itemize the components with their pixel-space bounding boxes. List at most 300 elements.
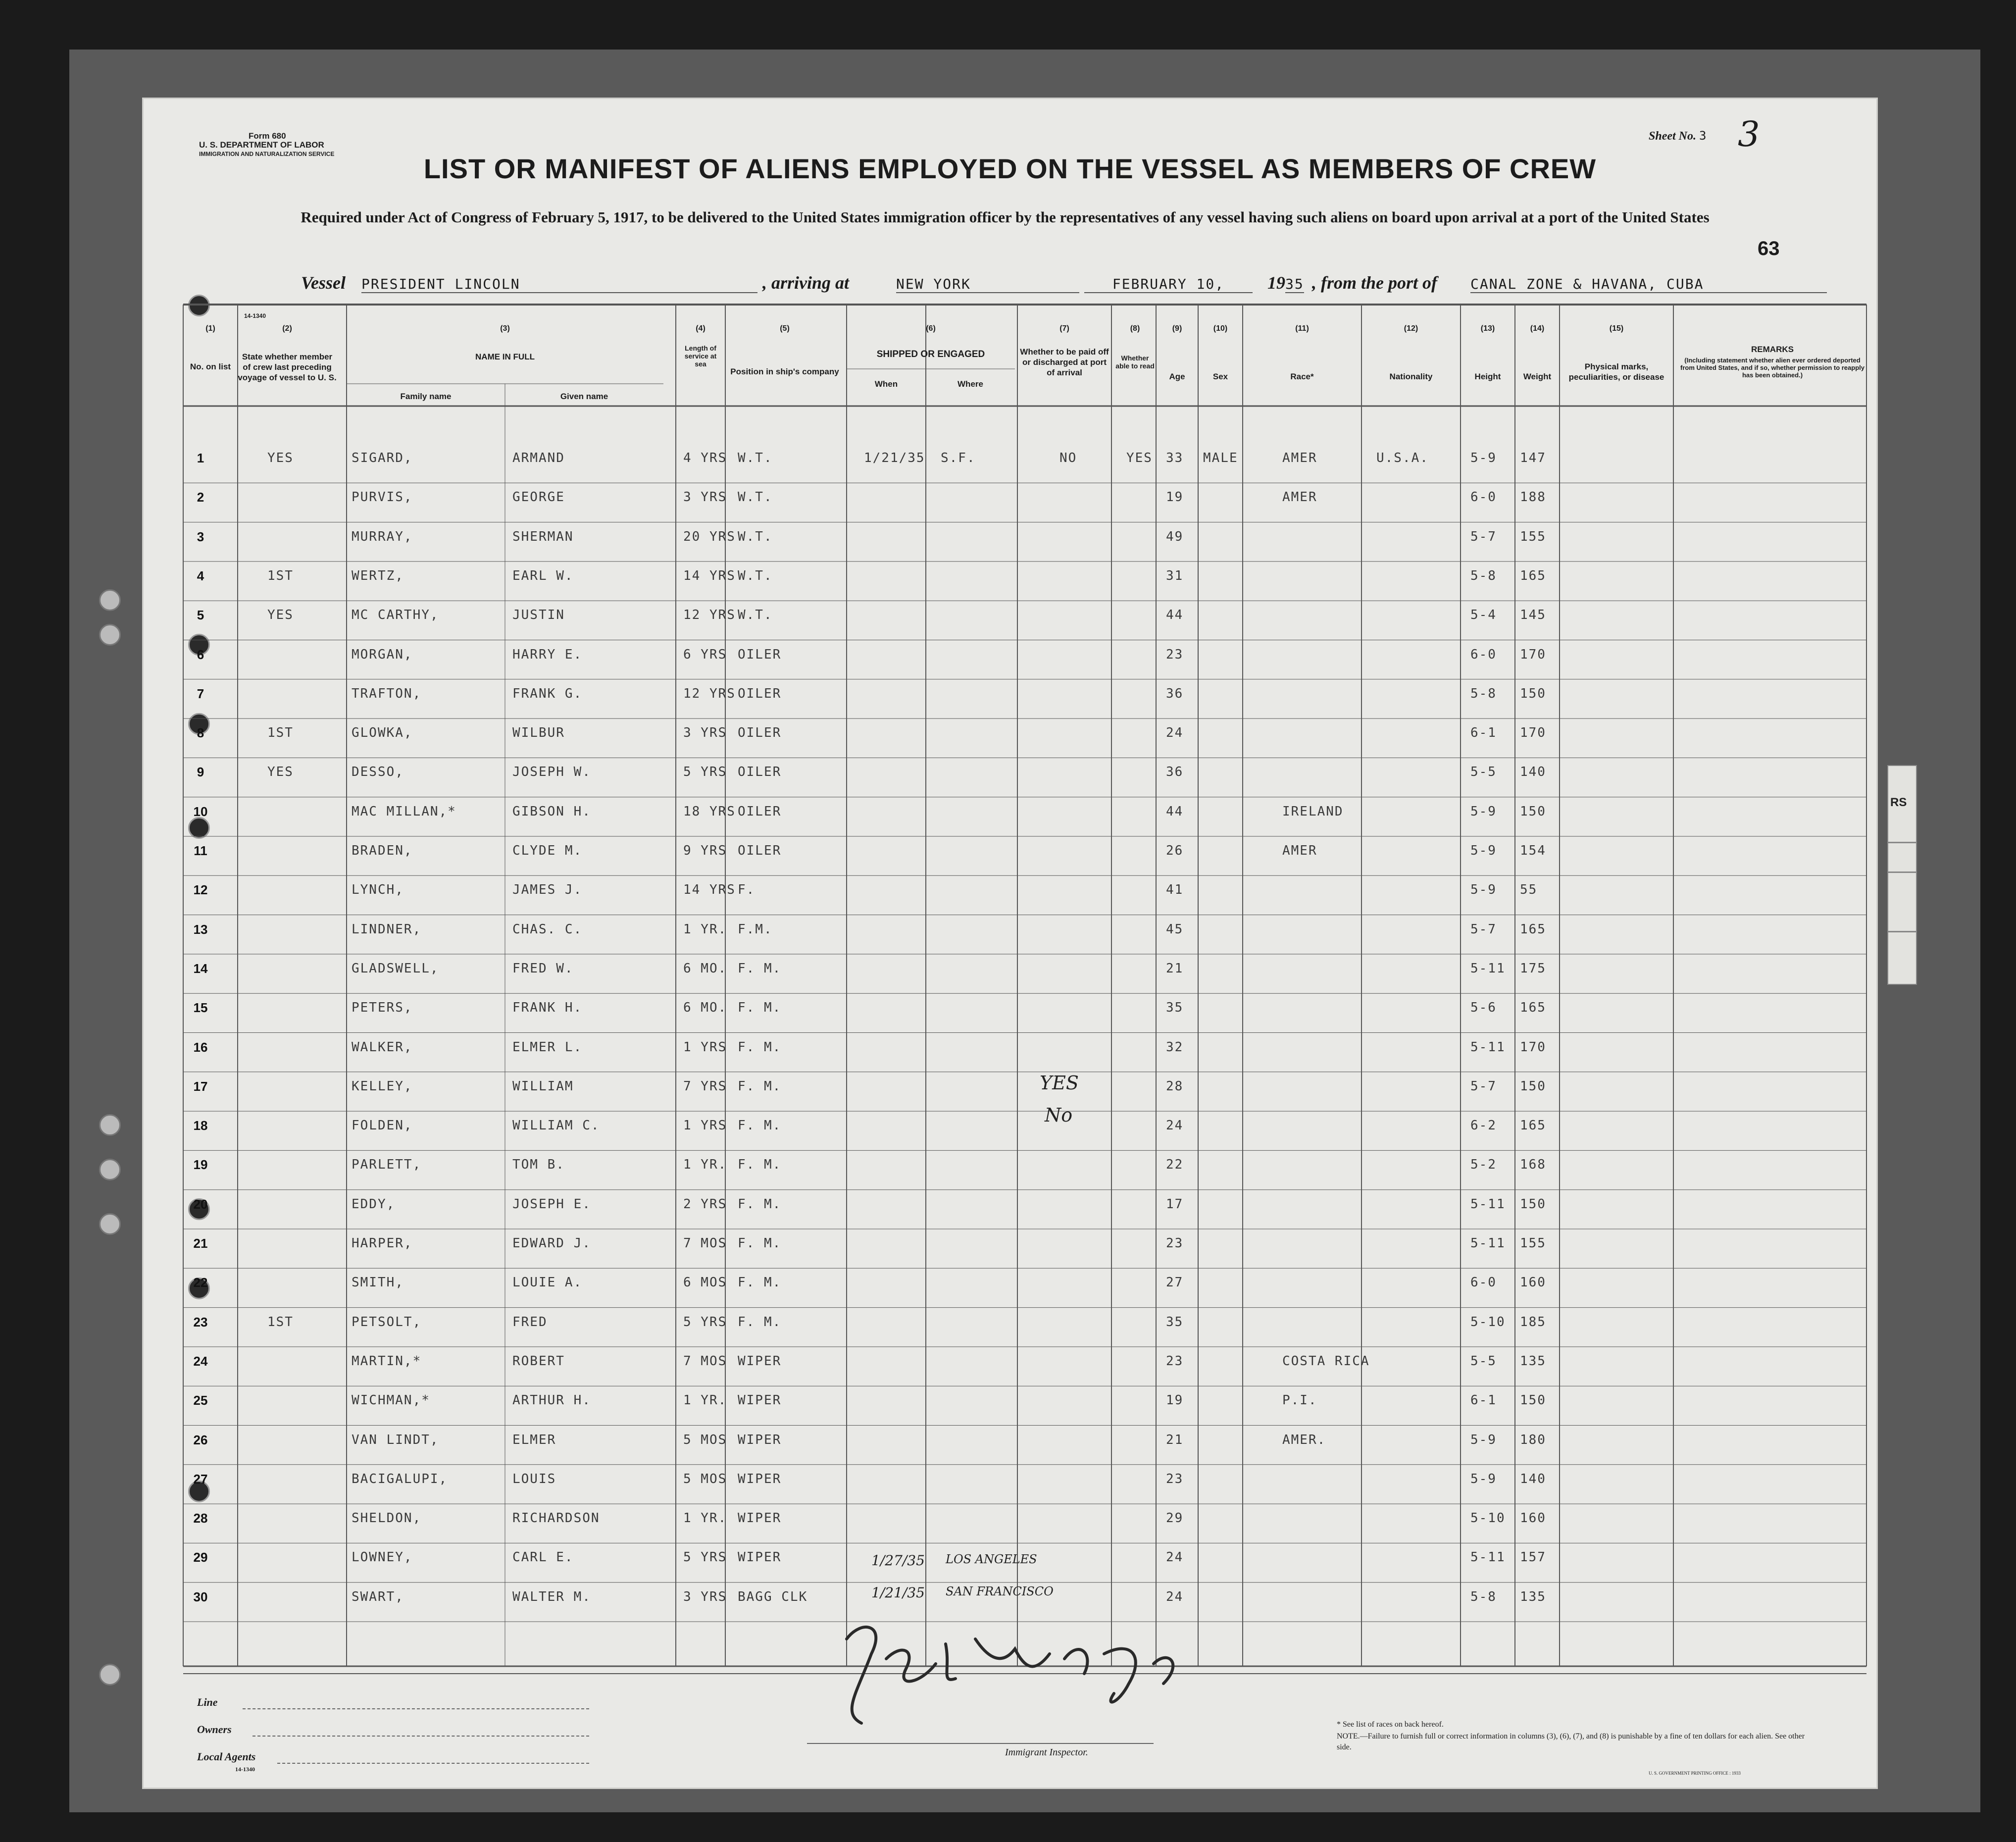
header-height: Height [1474, 372, 1501, 381]
height-cell: 5-6 [1470, 1000, 1497, 1016]
weight-cell: 140 [1520, 765, 1546, 780]
race-cell: P.I. [1282, 1393, 1317, 1408]
header-sex: Sex [1212, 372, 1228, 381]
row-number: 14 [193, 961, 208, 976]
row-number: 10 [193, 804, 208, 819]
row-number: 9 [197, 765, 204, 780]
age-cell: 41 [1166, 882, 1184, 898]
position-cell: BAGG CLK [738, 1589, 808, 1604]
family-name-cell: MARTIN,* [352, 1353, 422, 1369]
sheet-number-handwritten: 3 [1738, 114, 1760, 154]
previous-voyage-cell: 1ST [267, 725, 294, 741]
given-name-cell: JUSTIN [512, 608, 565, 623]
service-length-cell: 4 YRS [683, 451, 727, 465]
age-cell: 33 [1166, 451, 1184, 465]
family-name-cell: GLADSWELL, [352, 961, 439, 976]
from-port-label: , from the port of [1312, 273, 1438, 293]
position-cell: OILER [738, 843, 782, 858]
footer-agents-label: Local Agents [197, 1750, 256, 1763]
row-number: 19 [193, 1157, 208, 1173]
age-cell: 19 [1166, 490, 1184, 505]
age-cell: 21 [1166, 1432, 1184, 1447]
weight-cell: 145 [1520, 608, 1546, 623]
service-length-cell: 14 YRS [683, 882, 736, 898]
height-cell: 5-5 [1470, 1353, 1497, 1369]
given-name-cell: FRANK H. [512, 1000, 583, 1016]
printer-imprint: U. S. GOVERNMENT PRINTING OFFICE : 1933 [1649, 1771, 1741, 1776]
height-cell: 5-7 [1470, 921, 1497, 937]
weight-cell: 150 [1520, 1393, 1546, 1408]
service-length-cell: 6 MO. [683, 1000, 727, 1016]
shipped-where-cell: S.F. [941, 451, 976, 465]
family-name-cell: LYNCH, [352, 882, 404, 898]
row-number: 27 [193, 1471, 208, 1486]
weight-cell: 55 [1520, 882, 1538, 898]
age-cell: 44 [1166, 804, 1184, 819]
family-name-cell: GLOWKA, [352, 725, 413, 741]
handwritten-sf-date: 1/21/35 [871, 1585, 925, 1601]
previous-voyage-cell: YES [267, 765, 294, 780]
height-cell: 5-9 [1470, 843, 1497, 858]
given-name-cell: WILLIAM C. [512, 1118, 600, 1133]
footer-penalty-note: NOTE.—Failure to furnish full or correct information in columns (3), (6), (7), and (8) is punishable by a fine of ten dollars for each alien. See other side. [1337, 1732, 1805, 1751]
service-length-cell: 14 YRS [683, 568, 736, 583]
age-cell: 21 [1166, 961, 1184, 976]
height-cell: 5-10 [1470, 1511, 1506, 1526]
inspector-signature [787, 1609, 1223, 1748]
side-index-tab: RS [1887, 765, 1917, 985]
header-race: Race* [1290, 372, 1314, 381]
from-port-field: CANAL ZONE & HAVANA, CUBA [1470, 272, 1827, 293]
weight-cell: 150 [1520, 686, 1546, 701]
age-cell: 23 [1166, 1471, 1184, 1486]
row-number: 6 [197, 647, 204, 662]
row-number: 7 [197, 686, 204, 701]
row-number: 21 [193, 1236, 208, 1251]
header-physical-marks: Physical marks, peculiarities, or disease [1568, 362, 1664, 382]
row-number: 28 [193, 1511, 208, 1526]
family-name-cell: MC CARTHY, [352, 608, 439, 623]
position-cell: WIPER [738, 1550, 782, 1565]
height-cell: 6-0 [1470, 490, 1497, 505]
family-name-cell: HARPER, [352, 1236, 413, 1251]
row-number: 8 [197, 725, 204, 741]
binder-hole [99, 1664, 121, 1686]
position-cell: WIPER [738, 1471, 782, 1486]
weight-cell: 170 [1520, 1039, 1546, 1055]
age-cell: 26 [1166, 843, 1184, 858]
given-name-cell: JOSEPH E. [512, 1196, 591, 1212]
given-name-cell: FRED W. [512, 961, 574, 976]
inspector-signature-line [807, 1743, 1154, 1744]
age-cell: 45 [1166, 921, 1184, 937]
tab-divider [1887, 871, 1917, 873]
position-cell: F. M. [738, 1118, 782, 1133]
weight-cell: 170 [1520, 647, 1546, 662]
given-name-cell: WALTER M. [512, 1589, 591, 1604]
tab-divider [1887, 842, 1917, 843]
family-name-cell: LOWNEY, [352, 1550, 413, 1565]
position-cell: W.T. [738, 451, 773, 465]
height-cell: 5-9 [1470, 804, 1497, 819]
position-cell: F. M. [738, 1275, 782, 1290]
service-length-cell: 2 YRS [683, 1196, 727, 1212]
position-cell: W.T. [738, 568, 773, 583]
binder-hole [99, 1159, 121, 1180]
row-number: 11 [194, 843, 207, 858]
family-name-cell: LINDNER, [352, 921, 422, 937]
height-cell: 6-0 [1470, 1275, 1497, 1290]
page-number: 63 [1758, 238, 1780, 259]
form-code: 14-1340 [244, 312, 266, 319]
given-name-cell: GIBSON H. [512, 804, 591, 819]
age-cell: 36 [1166, 686, 1184, 701]
previous-voyage-cell: YES [267, 608, 294, 623]
service-length-cell: 1 YR. [683, 1511, 727, 1526]
age-cell: 32 [1166, 1039, 1184, 1055]
service-length-cell: 5 MOS [683, 1432, 727, 1447]
given-name-cell: GEORGE [512, 490, 565, 505]
given-name-cell: ROBERT [512, 1353, 565, 1369]
service-length-cell: 6 MOS [683, 1275, 727, 1290]
height-cell: 6-1 [1470, 725, 1497, 741]
given-name-cell: FRANK G. [512, 686, 583, 701]
weight-cell: 135 [1520, 1353, 1546, 1369]
position-cell: F. M. [738, 1314, 782, 1330]
family-name-cell: WALKER, [352, 1039, 413, 1055]
header-when: When [874, 379, 898, 389]
weight-cell: 150 [1520, 804, 1546, 819]
service-length-cell: 7 MOS [683, 1236, 727, 1251]
header-given-name: Given name [560, 392, 608, 401]
height-cell: 5-2 [1470, 1157, 1497, 1173]
height-cell: 5-11 [1470, 1039, 1506, 1055]
service-length-cell: 12 YRS [683, 608, 736, 623]
position-cell: W.T. [738, 490, 773, 505]
age-cell: 31 [1166, 568, 1184, 583]
inspector-label: Immigrant Inspector. [1005, 1747, 1088, 1758]
family-name-cell: PETERS, [352, 1000, 413, 1016]
binder-hole [99, 624, 121, 646]
row-number: 13 [193, 921, 208, 937]
footer-race-note: * See list of races on back hereof. [1337, 1720, 1444, 1729]
given-name-cell: ARMAND [512, 451, 565, 465]
col-number: (8) [1130, 324, 1140, 333]
given-name-cell: ELMER [512, 1432, 556, 1447]
family-name-cell: TRAFTON, [352, 686, 422, 701]
row-number: 17 [193, 1078, 208, 1094]
row-number: 16 [193, 1039, 208, 1055]
position-cell: OILER [738, 647, 782, 662]
weight-cell: 135 [1520, 1589, 1546, 1604]
arrival-year-field: 1935 [1267, 273, 1304, 293]
col-number: (7) [1059, 324, 1069, 333]
family-name-cell: WICHMAN,* [352, 1393, 430, 1408]
header-remarks: REMARKS [1751, 345, 1794, 354]
vessel-label: Vessel [301, 273, 346, 293]
row-number: 5 [197, 608, 204, 623]
weight-cell: 180 [1520, 1432, 1546, 1447]
position-cell: WIPER [738, 1432, 782, 1447]
row-number: 26 [193, 1432, 208, 1447]
given-name-cell: ELMER L. [512, 1039, 583, 1055]
weight-cell: 168 [1520, 1157, 1546, 1173]
age-cell: 49 [1166, 529, 1184, 544]
family-name-cell: MAC MILLAN,* [352, 804, 456, 819]
vessel-name-field: PRESIDENT LINCOLN [361, 272, 757, 293]
col-number: (6) [926, 324, 936, 333]
position-cell: OILER [738, 725, 782, 741]
header-weight: Weight [1523, 372, 1552, 381]
handwritten-sf-place: SAN FRANCISCO [946, 1585, 1054, 1598]
row-number: 29 [193, 1550, 208, 1565]
height-cell: 6-0 [1470, 647, 1497, 662]
header-length-of-service: Length of service at sea [684, 344, 717, 368]
race-cell: COSTA RICA [1282, 1353, 1370, 1369]
given-name-cell: EARL W. [512, 568, 574, 583]
height-cell: 5-9 [1470, 451, 1497, 465]
service-length-cell: 5 YRS [683, 1314, 727, 1330]
position-cell: WIPER [738, 1511, 782, 1526]
given-name-cell: SHERMAN [512, 529, 574, 544]
position-cell: F. M. [738, 1236, 782, 1251]
age-cell: 24 [1166, 1118, 1184, 1133]
given-name-cell: LOUIS [512, 1471, 556, 1486]
arriving-label: , arriving at [762, 273, 850, 293]
weight-cell: 165 [1520, 1118, 1546, 1133]
family-name-cell: VAN LINDT, [352, 1432, 439, 1447]
position-cell: WIPER [738, 1353, 782, 1369]
paid-off-cell: NO [1059, 451, 1077, 465]
given-name-cell: RICHARDSON [512, 1511, 600, 1526]
weight-cell: 155 [1520, 1236, 1546, 1251]
position-cell: F. M. [738, 1157, 782, 1173]
row-number: 24 [193, 1353, 208, 1369]
col-number: (2) [282, 324, 292, 333]
sheet-number: Sheet No. 3 3 [1649, 114, 1760, 154]
race-cell: AMER. [1282, 1432, 1326, 1447]
family-name-cell: PETSOLT, [352, 1314, 422, 1330]
service-length-cell: 1 YR. [683, 1157, 727, 1173]
footer-line-field [243, 1708, 589, 1709]
row-number: 12 [193, 882, 208, 898]
position-cell: F. M. [738, 1000, 782, 1016]
sex-cell: MALE [1203, 451, 1238, 465]
col-number: (13) [1480, 324, 1495, 333]
given-name-cell: CHAS. C. [512, 921, 583, 937]
given-name-cell: CARL E. [512, 1550, 574, 1565]
age-cell: 17 [1166, 1196, 1184, 1212]
height-cell: 5-5 [1470, 765, 1497, 780]
age-cell: 35 [1166, 1000, 1184, 1016]
col-number: (9) [1172, 324, 1182, 333]
service-length-cell: 20 YRS [683, 529, 736, 544]
service-length-cell: 9 YRS [683, 843, 727, 858]
position-cell: WIPER [738, 1393, 782, 1408]
weight-cell: 165 [1520, 921, 1546, 937]
header-where: Where [958, 379, 983, 389]
height-cell: 5-9 [1470, 1471, 1497, 1486]
weight-cell: 150 [1520, 1078, 1546, 1094]
age-cell: 36 [1166, 765, 1184, 780]
header-nationality: Nationality [1389, 372, 1433, 381]
service-length-cell: 1 YRS [683, 1118, 727, 1133]
weight-cell: 154 [1520, 843, 1546, 858]
age-cell: 23 [1166, 647, 1184, 662]
family-name-cell: BACIGALUPI, [352, 1471, 448, 1486]
given-name-cell: HARRY E. [512, 647, 583, 662]
header-no-on-list: No. on list [190, 362, 231, 371]
header-remarks-note: (Including statement whether alien ever ordered deported from United States, and if so, whether permission to reapply has been obtained.) [1680, 357, 1865, 379]
position-cell: OILER [738, 765, 782, 780]
age-cell: 28 [1166, 1078, 1184, 1094]
family-name-cell: FOLDEN, [352, 1118, 413, 1133]
footer-code: 14-1340 [235, 1766, 255, 1773]
race-cell: AMER [1282, 490, 1317, 505]
age-cell: 23 [1166, 1236, 1184, 1251]
col-number: (4) [696, 324, 706, 333]
service-length-cell: 1 YR. [683, 1393, 727, 1408]
given-name-cell: ARTHUR H. [512, 1393, 591, 1408]
row-number: 18 [193, 1118, 208, 1133]
family-name-cell: KELLEY, [352, 1078, 413, 1094]
family-name-cell: MURRAY, [352, 529, 413, 544]
binder-hole [99, 1213, 121, 1235]
family-name-cell: SHELDON, [352, 1511, 422, 1526]
arrival-port-field: NEW YORK [896, 272, 1079, 293]
row-number: 23 [193, 1314, 208, 1330]
service-length-cell: 5 YRS [683, 1550, 727, 1565]
col-number: (12) [1404, 324, 1418, 333]
shipped-when-cell: 1/21/35 [864, 451, 925, 465]
service-length-cell: 1 YR. [683, 921, 727, 937]
row-number: 20 [193, 1196, 208, 1212]
position-cell: F. M. [738, 1078, 782, 1094]
position-cell: W.T. [738, 529, 773, 544]
position-cell: OILER [738, 686, 782, 701]
height-cell: 6-2 [1470, 1118, 1497, 1133]
service-length-cell: 6 MO. [683, 961, 727, 976]
row-number: 1 [197, 451, 204, 465]
position-cell: F. [738, 882, 756, 898]
weight-cell: 157 [1520, 1550, 1546, 1565]
position-cell: F. M. [738, 1196, 782, 1212]
given-name-cell: JAMES J. [512, 882, 583, 898]
given-name-cell: TOM B. [512, 1157, 565, 1173]
binder-hole [99, 1114, 121, 1136]
height-cell: 5-11 [1470, 1550, 1506, 1565]
manifest-sheet [144, 99, 1876, 1788]
row-number: 4 [197, 568, 204, 583]
header-shipped-engaged: SHIPPED OR ENGAGED [876, 349, 985, 359]
tab-divider [1887, 931, 1917, 932]
weight-cell: 175 [1520, 961, 1546, 976]
position-cell: F.M. [738, 921, 773, 937]
row-number: 2 [197, 490, 204, 505]
handwritten-no: No [1045, 1104, 1073, 1126]
service-length-cell: 1 YRS [683, 1039, 727, 1055]
family-name-cell: EDDY, [352, 1196, 396, 1212]
weight-cell: 165 [1520, 1000, 1546, 1016]
service-length-cell: 7 MOS [683, 1353, 727, 1369]
age-cell: 19 [1166, 1393, 1184, 1408]
footer-agents-field [277, 1763, 589, 1764]
height-cell: 5-11 [1470, 1236, 1506, 1251]
age-cell: 23 [1166, 1353, 1184, 1369]
row-number: 25 [193, 1393, 208, 1408]
given-name-cell: LOUIE A. [512, 1275, 583, 1290]
given-name-cell: JOSEPH W. [512, 765, 591, 780]
given-name-cell: CLYDE M. [512, 843, 583, 858]
col-number: (10) [1213, 324, 1228, 333]
col-number: (5) [780, 324, 790, 333]
age-cell: 29 [1166, 1511, 1184, 1526]
col-number: (14) [1530, 324, 1545, 333]
weight-cell: 160 [1520, 1275, 1546, 1290]
row-number: 15 [193, 1000, 208, 1016]
weight-cell: 160 [1520, 1511, 1546, 1526]
header-age: Age [1169, 372, 1185, 381]
family-name-cell: BRADEN, [352, 843, 413, 858]
service-length-cell: 7 YRS [683, 1078, 727, 1094]
footer-line-label: Line [197, 1696, 218, 1708]
family-name-cell: PARLETT, [352, 1157, 422, 1173]
weight-cell: 140 [1520, 1471, 1546, 1486]
height-cell: 6-1 [1470, 1393, 1497, 1408]
height-cell: 5-8 [1470, 686, 1497, 701]
given-name-cell: FRED [512, 1314, 548, 1330]
col-number: (15) [1609, 324, 1624, 333]
position-cell: OILER [738, 804, 782, 819]
position-cell: F. M. [738, 961, 782, 976]
age-cell: 27 [1166, 1275, 1184, 1290]
age-cell: 22 [1166, 1157, 1184, 1173]
footer-owners-label: Owners [197, 1723, 232, 1736]
height-cell: 5-4 [1470, 608, 1497, 623]
service-length-cell: 3 YRS [683, 490, 727, 505]
service-length-cell: 18 YRS [683, 804, 736, 819]
race-cell: IRELAND [1282, 804, 1344, 819]
age-cell: 24 [1166, 1589, 1184, 1604]
age-cell: 35 [1166, 1314, 1184, 1330]
weight-cell: 165 [1520, 568, 1546, 583]
given-name-cell: WILLIAM [512, 1078, 574, 1094]
height-cell: 5-10 [1470, 1314, 1506, 1330]
col-number: (11) [1295, 324, 1309, 333]
service-length-cell: 6 YRS [683, 647, 727, 662]
service-length-cell: 3 YRS [683, 1589, 727, 1604]
header-name-in-full: NAME IN FULL [475, 352, 535, 361]
previous-voyage-cell: 1ST [267, 1314, 294, 1330]
able-to-read-cell: YES [1126, 451, 1153, 465]
col-number: (1) [205, 324, 215, 333]
weight-cell: 155 [1520, 529, 1546, 544]
height-cell: 5-11 [1470, 961, 1506, 976]
age-cell: 24 [1166, 1550, 1184, 1565]
weight-cell: 150 [1520, 1196, 1546, 1212]
service-length-cell: 12 YRS [683, 686, 736, 701]
service-length-cell: 3 YRS [683, 725, 727, 741]
weight-cell: 170 [1520, 725, 1546, 741]
race-cell: AMER [1282, 451, 1317, 465]
previous-voyage-cell: YES [267, 451, 294, 465]
arrival-date-field: FEBRUARY 10, [1084, 272, 1253, 293]
age-cell: 44 [1166, 608, 1184, 623]
service-length-cell: 5 YRS [683, 765, 727, 780]
header-family-name: Family name [400, 392, 452, 401]
weight-cell: 185 [1520, 1314, 1546, 1330]
height-cell: 5-7 [1470, 1078, 1497, 1094]
